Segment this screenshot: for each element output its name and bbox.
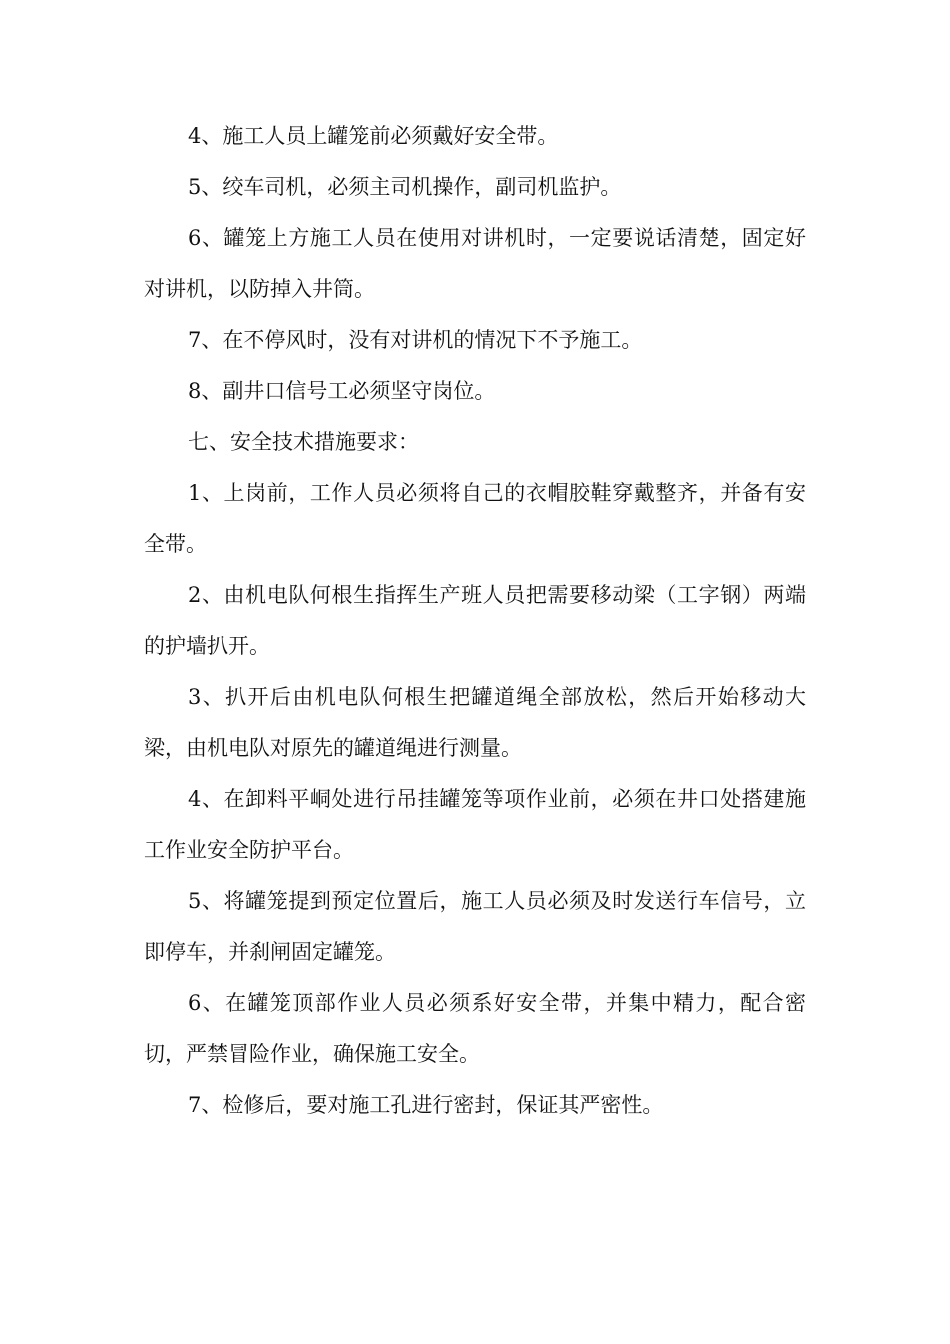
paragraph-measure-3: 3、扒开后由机电队何根生把罐道绳全部放松，然后开始移动大梁，由机电队对原先的罐道绳进行测量。: [144, 685, 806, 760]
paragraph-item-7-no-intercom: 7、在不停风时，没有对讲机的情况下不予施工。: [188, 328, 643, 352]
paragraph-item-5-winch-driver: 5、绞车司机，必须主司机操作，副司机监护。: [188, 175, 622, 199]
paragraph-measure-1: 1、上岗前，工作人员必须将自己的衣帽胶鞋穿戴整齐，并备有安全带。: [144, 481, 806, 556]
document-body: [144, 111, 806, 1131]
paragraph-item-4-harness: 4、施工人员上罐笼前必须戴好安全带。: [188, 124, 559, 148]
paragraph-measure-2: 2、由机电队何根生指挥生产班人员把需要移动梁（工字钢）两端的护墙扒开。: [144, 583, 806, 658]
paragraph-measure-6: 6、在罐笼顶部作业人员必须系好安全带，并集中精力，配合密切，严禁冒险作业，确保施工安全。: [144, 991, 806, 1066]
section-heading-safety-measures: 七、安全技术措施要求：: [188, 430, 419, 454]
paragraph-measure-4: 4、在卸料平峒处进行吊挂罐笼等项作业前，必须在井口处搭建施工作业安全防护平台。: [144, 787, 806, 862]
paragraph-measure-7: 7、检修后，要对施工孔进行密封，保证其严密性。: [188, 1093, 664, 1117]
paragraph-measure-5: 5、将罐笼提到预定位置后，施工人员必须及时发送行车信号，立即停车，并刹闸固定罐笼。: [144, 889, 806, 964]
paragraph-item-8-signalman: 8、副井口信号工必须坚守岗位。: [188, 379, 496, 403]
paragraph-item-6-walkie-talkie: 6、罐笼上方施工人员在使用对讲机时，一定要说话清楚，固定好对讲机，以防掉入井筒。: [144, 226, 806, 301]
